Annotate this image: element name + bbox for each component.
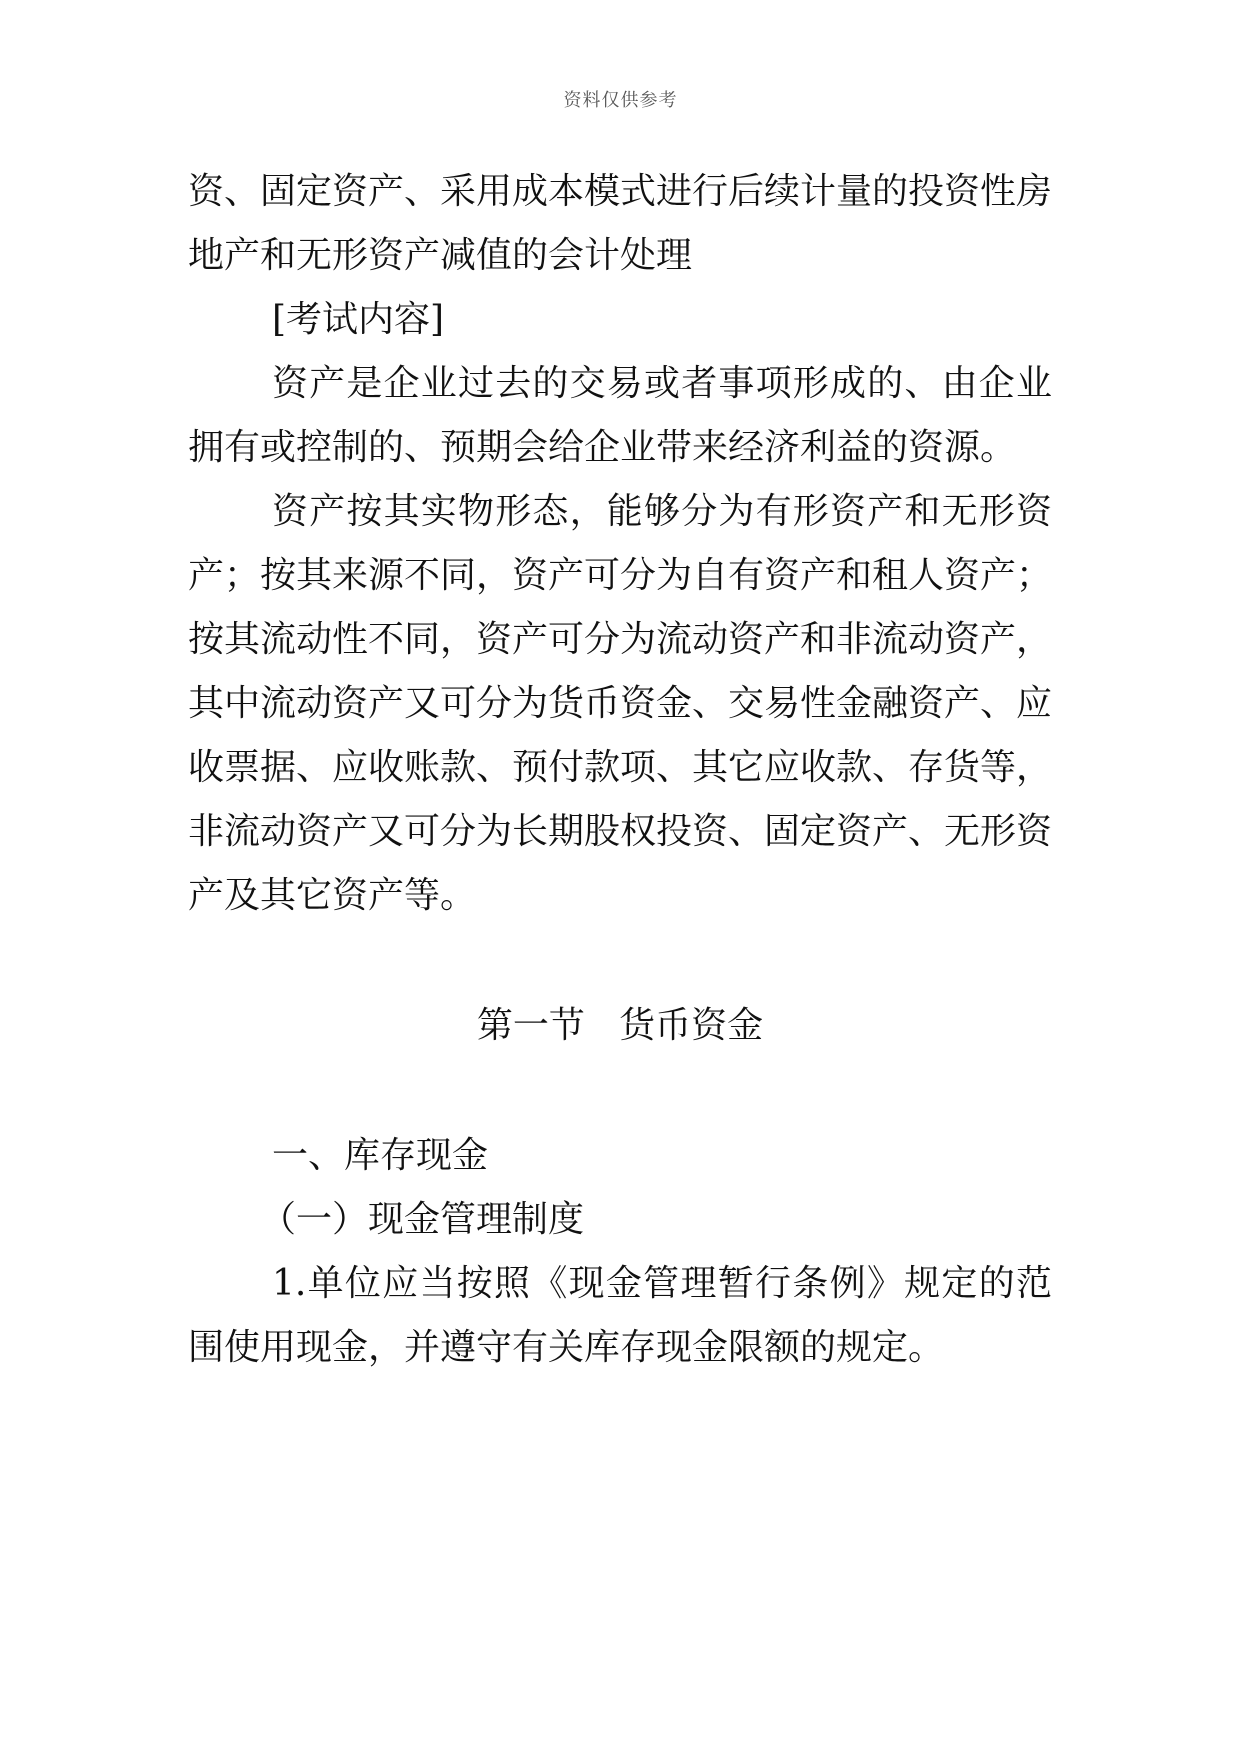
document-body <box>188 160 1052 1380</box>
heading-cash-on-hand: 一、库存现金 <box>272 1135 489 1176</box>
paragraph-cash-rule: 1.单位应当按照《现金管理暂行条例》规定的范围使用现金，并遵守有关库存现金限额的规定。 <box>188 1263 1052 1368</box>
paragraph-continuation: 资、固定资产、采用成本模式进行后续计量的投资性房地产和无形资产减值的会计处理 <box>188 171 1053 276</box>
paragraph-asset-definition: 资产是企业过去的交易或者事项形成的、由企业拥有或控制的、预期会给企业带来经济利益的资源。 <box>188 363 1052 468</box>
section-title: 第一节 货币资金 <box>476 1005 764 1046</box>
subheading-cash-management: （一）现金管理制度 <box>260 1199 585 1240</box>
paragraph-asset-classification: 资产按其实物形态，能够分为有形资产和无形资产；按其来源不同，资产可分为自有资产和租人资产；按其流动性不同，资产可分为流动资产和非流动资产，其中流动资产又可分为货币资金、交易性金融资产、应收票据、应收账款、预付款项、其它应收款、存货等，非流动资产又可分为长期股权投资、固定资产、无形资产及其它资产等。 <box>188 491 1053 916</box>
page-header: 资料仅供参考 <box>563 90 678 111</box>
exam-content-label: [考试内容] <box>272 299 445 340</box>
